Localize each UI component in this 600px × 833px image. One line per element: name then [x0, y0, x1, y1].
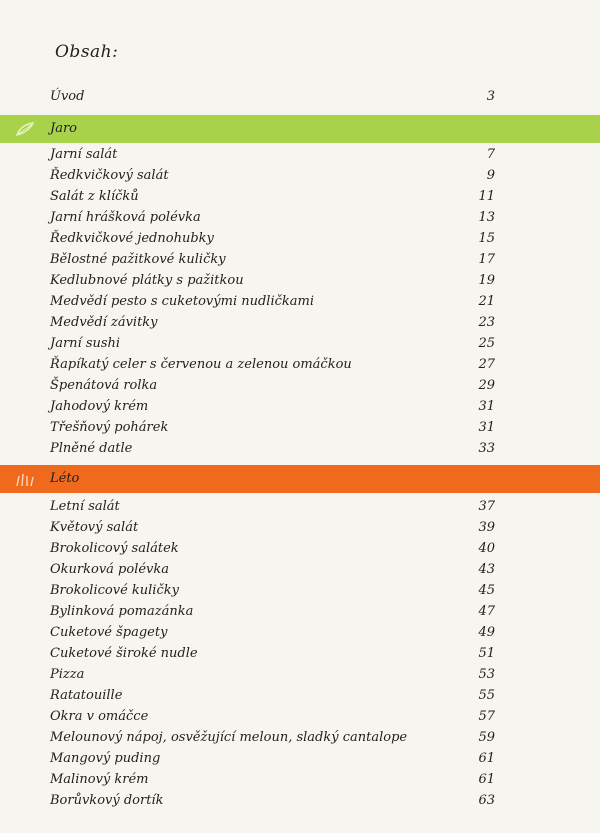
toc-item-page: 63: [478, 793, 495, 808]
toc-item-page: 21: [478, 294, 495, 309]
toc-item-label: Malinový krém: [50, 772, 149, 787]
toc-item[interactable]: [50, 271, 495, 291]
toc-item[interactable]: [50, 187, 495, 207]
page-title: Obsah:: [55, 42, 119, 62]
toc-item-label: Bylinková pomazánka: [50, 604, 194, 619]
toc-item-label: Okra v omáčce: [50, 709, 149, 724]
section-header-leto: [0, 465, 600, 493]
toc-item-label: Mangový puding: [50, 751, 161, 766]
toc-item-page: 47: [478, 604, 495, 619]
toc-item-label: Jarní hrášková polévka: [50, 210, 201, 225]
toc-item-page: 33: [478, 441, 495, 456]
toc-item-label: Cuketové široké nudle: [50, 646, 198, 661]
toc-item[interactable]: [50, 145, 495, 165]
grass-icon: [14, 471, 36, 487]
toc-item-page: 23: [478, 315, 495, 330]
toc-item-page: 19: [478, 273, 495, 288]
toc-item-page: 27: [478, 357, 495, 372]
toc-item[interactable]: [50, 166, 495, 186]
toc-item[interactable]: [50, 397, 495, 417]
toc-item-label: Brokolicové kuličky: [50, 583, 179, 598]
toc-item-label: Medvědí závitky: [50, 315, 158, 330]
toc-item-label: Bělostné pažitkové kuličky: [50, 252, 226, 267]
toc-item[interactable]: [50, 229, 495, 249]
toc-item[interactable]: [50, 418, 495, 438]
section-title: Jaro: [50, 121, 78, 136]
toc-item-page: 59: [478, 730, 495, 745]
toc-item[interactable]: [50, 439, 495, 459]
toc-item[interactable]: [50, 581, 495, 601]
toc-item-page: 7: [486, 147, 495, 162]
toc-item-page: 11: [478, 189, 495, 204]
toc-item-label: Jahodový krém: [50, 399, 149, 414]
toc-item-label: Borůvkový dortík: [50, 793, 164, 808]
toc-item[interactable]: [50, 497, 495, 517]
toc-item[interactable]: [50, 770, 495, 790]
toc-item-page: 57: [478, 709, 495, 724]
toc-item-page: 3: [486, 89, 495, 104]
toc-item-label: Ředkvičkové jednohubky: [50, 231, 214, 246]
toc-item-label: Salát z klíčků: [50, 189, 139, 204]
toc-item[interactable]: [50, 539, 495, 559]
toc-item-page: 9: [486, 168, 495, 183]
toc-item[interactable]: [50, 623, 495, 643]
toc-item[interactable]: [50, 355, 495, 375]
toc-item-page: 43: [478, 562, 495, 577]
toc-item-label: Třešňový pohárek: [50, 420, 169, 435]
toc-item[interactable]: [50, 707, 495, 727]
toc-item-page: 29: [478, 378, 495, 393]
toc-item-label: Ředkvičkový salát: [50, 168, 169, 183]
toc-item[interactable]: [50, 665, 495, 685]
toc-item-label: Letní salát: [50, 499, 120, 514]
toc-item-page: 40: [478, 541, 495, 556]
toc-item-label: Medvědí pesto s cuketovými nudličkami: [50, 294, 315, 309]
toc-item-label: Okurková polévka: [50, 562, 170, 577]
toc-item-page: 53: [478, 667, 495, 682]
toc-item-label: Kedlubnové plátky s pažitkou: [50, 273, 244, 288]
toc-item[interactable]: [50, 518, 495, 538]
toc-item-page: 39: [478, 520, 495, 535]
toc-intro[interactable]: [50, 87, 495, 107]
toc-item-page: 45: [478, 583, 495, 598]
toc-item-page: 51: [478, 646, 495, 661]
toc-item-page: 17: [478, 252, 495, 267]
section-header-jaro: [0, 115, 600, 143]
toc-item-page: 49: [478, 625, 495, 640]
section-title: Léto: [50, 471, 80, 486]
toc-item-label: Melounový nápoj, osvěžující meloun, sladký cantalope: [50, 730, 408, 745]
toc-item[interactable]: [50, 644, 495, 664]
toc-item[interactable]: [50, 728, 495, 748]
toc-item-label: Pizza: [50, 667, 85, 682]
toc-item-label: Úvod: [50, 89, 85, 104]
leaf-icon: [14, 121, 36, 137]
toc-item-label: Ratatouille: [50, 688, 123, 703]
toc-item[interactable]: [50, 749, 495, 769]
toc-item-page: 37: [478, 499, 495, 514]
toc-item[interactable]: [50, 334, 495, 354]
toc-item[interactable]: [50, 602, 495, 622]
toc-item-label: Špenátová rolka: [50, 378, 158, 393]
toc-item[interactable]: [50, 686, 495, 706]
toc-item-label: Řapíkatý celer s červenou a zelenou omáčkou: [50, 357, 352, 372]
toc-item[interactable]: [50, 791, 495, 811]
toc-item[interactable]: [50, 208, 495, 228]
toc-item[interactable]: [50, 560, 495, 580]
toc-item-label: Květový salát: [50, 520, 139, 535]
toc-item[interactable]: [50, 292, 495, 312]
toc-item-label: Jarní salát: [50, 147, 118, 162]
toc-item[interactable]: [50, 376, 495, 396]
toc-item-page: 61: [478, 772, 495, 787]
toc-item-page: 25: [478, 336, 495, 351]
toc-item[interactable]: [50, 313, 495, 333]
toc-item-label: Brokolicový salátek: [50, 541, 179, 556]
toc-item-label: Cuketové špagety: [50, 625, 168, 640]
toc-item-page: 31: [478, 399, 495, 414]
toc-item-label: Jarní sushi: [50, 336, 121, 351]
toc-item-page: 61: [478, 751, 495, 766]
toc-item-page: 55: [478, 688, 495, 703]
toc-item-page: 31: [478, 420, 495, 435]
toc-item[interactable]: [50, 250, 495, 270]
toc-item-page: 15: [478, 231, 495, 246]
toc-item-label: Plněné datle: [50, 441, 133, 456]
toc-item-page: 13: [478, 210, 495, 225]
